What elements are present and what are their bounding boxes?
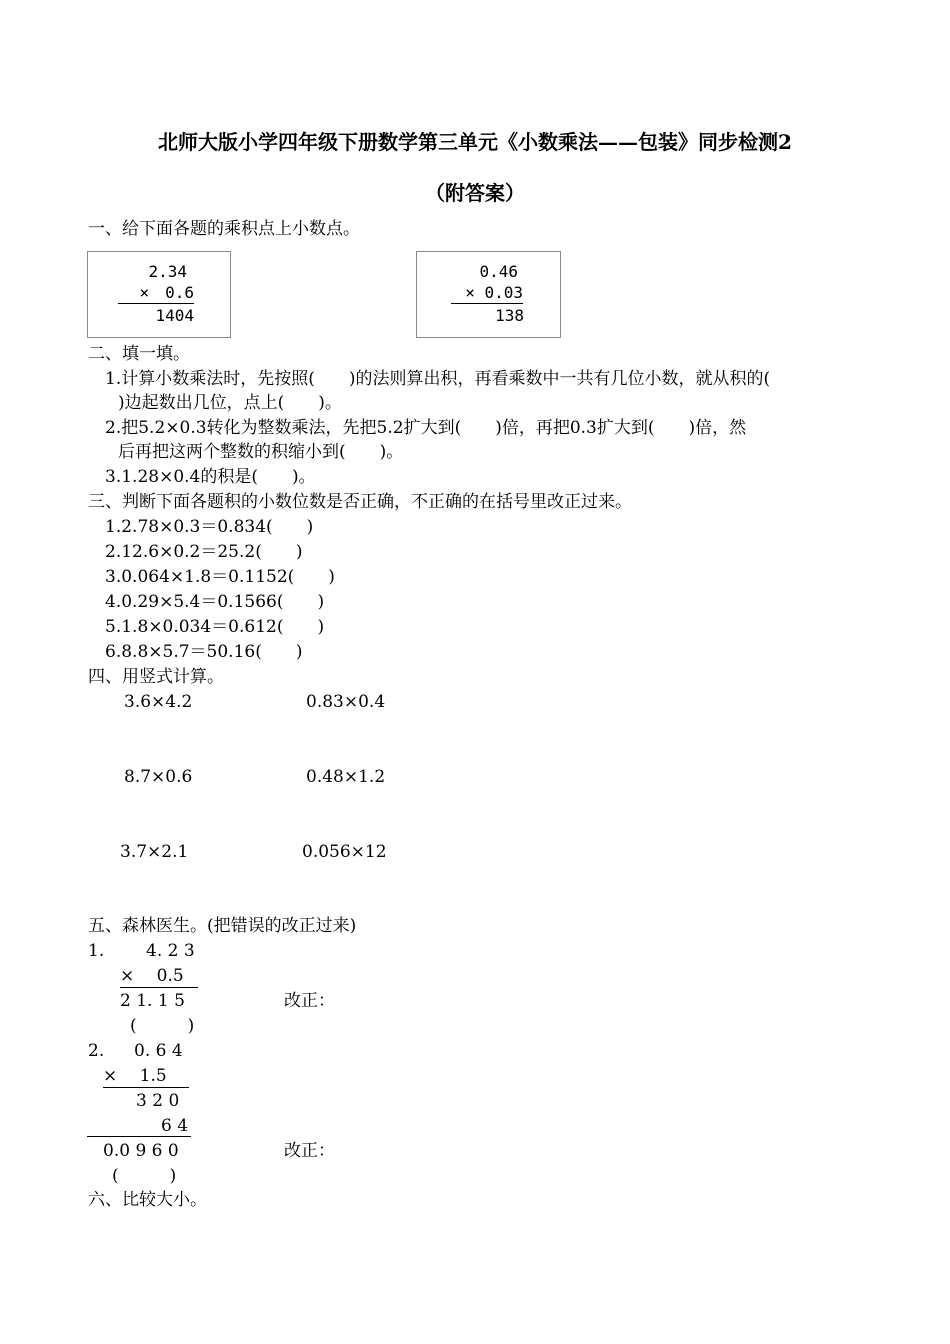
doctor-q2-partial1: 3 2 0 (136, 1091, 180, 1111)
doctor-q2-multiplier: × 1.5 (103, 1068, 189, 1088)
doctor-q1-multiplicand: 4. 2 3 (146, 941, 195, 961)
section6-heading: 六、比较大小。 (88, 1190, 207, 1210)
problem-box-2 (416, 251, 561, 338)
doctor-q1-paren: ( ) (130, 1016, 195, 1036)
box1-product: 1404 (155, 306, 194, 325)
box2-multiplicand: 0.46 (479, 262, 518, 281)
doctor-q2-number: 2. (88, 1041, 105, 1061)
doctor-q2-product: 0.0 9 6 0 (103, 1141, 179, 1161)
doctor-q2-paren: ( ) (112, 1166, 177, 1186)
judge-item-1: 1.2.78×0.3＝0.834( ) (105, 517, 314, 537)
doctor-q1-product: 2 1. 1 5 (120, 991, 185, 1011)
judge-item-3: 3.0.064×1.8＝0.1152( ) (105, 567, 335, 587)
doctor-q2-multiplicand: 0. 6 4 (134, 1041, 183, 1061)
doctor-q2-partial2: 6 4 (161, 1116, 189, 1136)
doctor-q1-fix-label: 改正： (284, 991, 335, 1011)
page-subtitle: （附答案） (425, 181, 525, 205)
box1-multiplier: × 0.6 (118, 285, 194, 304)
section1-heading: 一、给下面各题的乘积点上小数点。 (88, 219, 360, 239)
fill-q1-line1: 1.计算小数乘法时，先按照( )的法则算出积，再看乘数中一共有几位小数，就从积的( (105, 369, 771, 389)
judge-item-2: 2.12.6×0.2＝25.2( ) (105, 542, 303, 562)
section3-heading: 三、判断下面各题积的小数位数是否正确，不正确的在括号里改正过来。 (88, 492, 632, 512)
doctor-q1-number: 1. (88, 941, 105, 961)
vertical-calc-6: 0.056×12 (302, 842, 387, 862)
box1-multiplicand: 2.34 (148, 262, 187, 281)
doctor-q2-fix-label: 改正： (284, 1141, 335, 1161)
doctor-q2-rule (87, 1136, 191, 1137)
judge-item-4: 4.0.29×5.4＝0.1566( ) (105, 592, 325, 612)
fill-q2-line1: 2.把5.2×0.3转化为整数乘法，先把5.2扩大到( )倍，再把0.3扩大到( )倍，然 (105, 418, 747, 438)
vertical-calc-3: 8.7×0.6 (124, 767, 193, 787)
vertical-calc-1: 3.6×4.2 (124, 692, 193, 712)
fill-q1-line2: )边起数出几位，点上( )。 (118, 393, 342, 413)
vertical-calc-2: 0.83×0.4 (306, 692, 386, 712)
judge-item-6: 6.8.8×5.7＝50.16( ) (105, 642, 303, 662)
fill-q3: 3.1.28×0.4的积是( )。 (105, 467, 316, 487)
page-title: 北师大版小学四年级下册数学第三单元《小数乘法——包装》同步检测2 (158, 130, 792, 154)
section2-heading: 二、填一填。 (88, 344, 190, 364)
doctor-q1-multiplier: × 0.5 (120, 968, 198, 988)
fill-q2-line2: 后再把这两个整数的积缩小到( )。 (118, 442, 404, 462)
problem-box-1 (87, 251, 231, 338)
section5-heading: 五、森林医生。(把错误的改正过来) (88, 916, 357, 936)
vertical-calc-5: 3.7×2.1 (120, 842, 189, 862)
section4-heading: 四、用竖式计算。 (88, 667, 224, 687)
box2-multiplier: × 0.03 (451, 285, 523, 304)
vertical-calc-4: 0.48×1.2 (306, 767, 386, 787)
box2-product: 138 (495, 306, 524, 325)
judge-item-5: 5.1.8×0.034＝0.612( ) (105, 617, 325, 637)
